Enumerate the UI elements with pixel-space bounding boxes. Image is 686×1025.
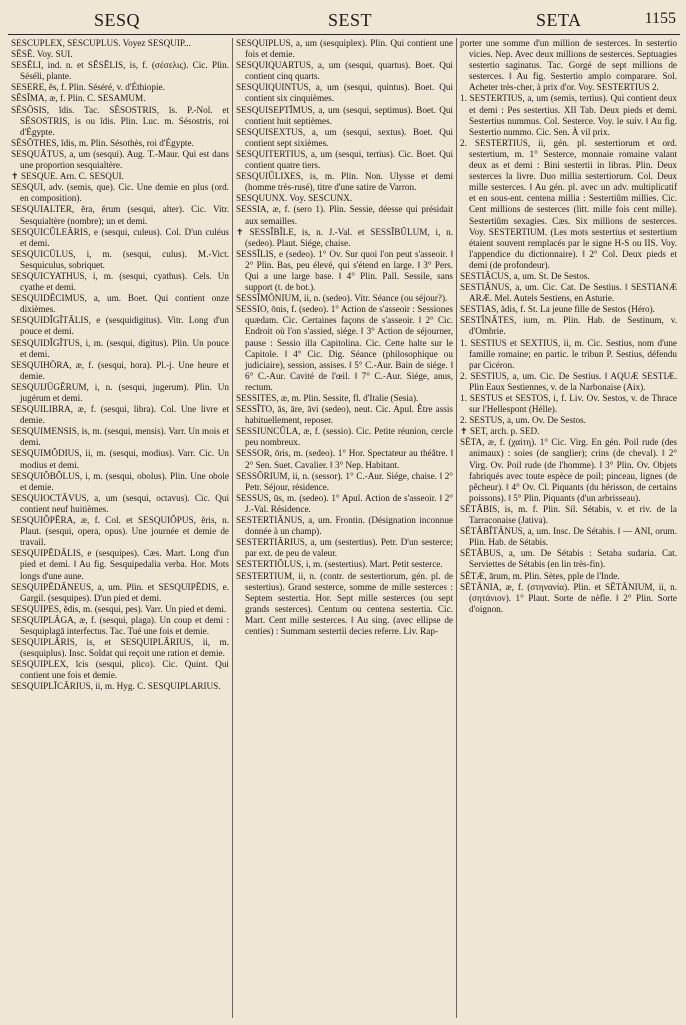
dictionary-entry: SESQUUNX. Voy. SESCUNX. bbox=[236, 193, 353, 204]
dictionary-entry: SESĔLI, ind. n. et SĔSĔLIS, is, f. (σέσελις). Cic. Plin. Séséli, plante. bbox=[11, 60, 229, 82]
page-header bbox=[8, 6, 680, 35]
dictionary-entry: SESQUIŎPĔRA, æ, f. Col. et SESQUIŎPUS, ĕris, n. Plaut. (sesqui, opera, opus). Une journée et demie de travail. bbox=[11, 515, 229, 548]
dictionary-entry: SESTERTIĀRIUS, a, um (sestertius). Petr. D'un sesterce; par ext. de peu de valeur. bbox=[236, 537, 453, 559]
dictionary-entry: SESQUIPLĬCĀRIUS, ii, m. Hyg. C. SESQUIPLARIUS. bbox=[11, 681, 221, 692]
dictionary-entry: SESSUS, ūs, m. (sedeo). 1° Apul. Action de s'asseoir. ‖ 2° J.-Val. Résidence. bbox=[236, 492, 453, 514]
dictionary-entry: SESQUIQUARTUS, a, um (sesqui, quartus). Boet. Qui contient cinq quarts. bbox=[236, 60, 453, 82]
right-headword: SETA bbox=[536, 10, 582, 30]
dictionary-entry: SESCUPLEX, SESCUPLUS. Voyez SESQUIP... bbox=[11, 38, 191, 48]
dictionary-entry: SESQUIMŎDIUS, ii, m. (sesqui, modius). Varr. Cic. Un modius et demi. bbox=[11, 448, 229, 470]
dictionary-entry: SESQUICŪLUS, i, m. (sesqui, culus). M.-Vict. Sesquiculus, sobriquet. bbox=[11, 248, 229, 270]
dictionary-entry: SESQUIPLĀGA, æ, f. (sesqui, plaga). Un coup et demi : Sesquiplagā interfectus. Tac. Tué une fois et demie. bbox=[11, 614, 229, 636]
dictionary-entry: SESTERTIŎLUS, i, m. (sestertius). Mart. Petit sesterce. bbox=[236, 559, 443, 570]
dictionary-entry: SESSŌRIUM, ii, n. (sessor). 1° C.-Aur. Siége, chaise. ‖ 2° Petr. Séjour, résidence. bbox=[236, 470, 453, 492]
dictionary-entry: 2. SESTUS, a, um. Ov. De Sestos. bbox=[460, 415, 586, 426]
dictionary-entry: SESTIĀCUS, a, um. St. De Sestos. bbox=[460, 270, 590, 281]
dictionary-entry: SESQUITERTIUS, a, um (sesqui, tertius). Cic. Boet. Qui contient quatre tiers. bbox=[236, 148, 453, 171]
dictionary-entry: ✝ SESSĬBĬLE, is, n. J.-Val. et SESSĬBŬLUM, i, n. (sedeo). Plaut. Siége, chaise. bbox=[236, 226, 453, 248]
left-headword: SESQ bbox=[94, 10, 141, 30]
dictionary-entry: SESQUIPĔDĀLIS, e (sesquipes). Cæs. Mart. Long d'un pied et demi. ‖ Au fig. Sesquipedalia verba. Hor. Mots longs d'une aune. bbox=[11, 548, 229, 581]
dictionary-entry: SESQUIQUINTUS, a, um (sesqui, quintus). Boet. Qui contient six cinquièmes. bbox=[236, 82, 453, 104]
dictionary-entry: SESQUISEXTUS, a, um (sesqui, sextus). Boet. Qui contient sept sixièmes. bbox=[236, 126, 453, 148]
dictionary-entry: SĒSŌTHES, ĭdis, m. Plin. Sésothès, roi d'Égypte. bbox=[11, 137, 194, 148]
dictionary-entry: SESQUIDĬGĬTĀLIS, e (sesquidigitus). Vitr. Long d'un pouce et demi. bbox=[11, 315, 229, 337]
dictionary-entry: 1. SESTUS et SESTOS, i, f. Liv. Ov. Sestos, v. de Thrace sur l'Hellespont (Hélle). bbox=[460, 393, 677, 415]
dictionary-entry: SESQUI, adv. (semis, que). Cic. Une demie en plus (ord. en composition). bbox=[11, 182, 229, 204]
dictionary-entry: SESQUIPĔDĀNEUS, a, um. Plin. et SESQUIPĔDIS, e. Gargil. (sesquipes). D'un pied et demi. bbox=[11, 581, 229, 603]
dictionary-entry: SESQUICYATHUS, i, m. (sesqui, cyathus). Cels. Un cyathe et demi. bbox=[11, 270, 229, 293]
dictionary-entry: SESQUIŬLIXES, is, m. Plin. Non. Ulysse et demi (homme très-rusé), titre d'une satire de Varron. bbox=[236, 171, 453, 193]
dictionary-entry: SESTĪNĀTES, ium, m. Plin. Hab. de Sestinum, v. d'Ombrie. bbox=[460, 315, 677, 337]
dictionary-entry: SESQUIALTER, ĕra, ĕrum (sesqui, alter). Cic. Vitr. Sesquialtère (nombre); un et demi. bbox=[11, 204, 229, 226]
dictionary-entry: SĒTĀNIA, æ, f. (στηνανία). Plin. et SĒTĀNIUM, ii, n. (σητάνιον). 1° Plaut. Sorte de nèfle. ‖ 2° Plin. Sorte d'oignon. bbox=[460, 581, 677, 614]
dictionary-entry: SESQUICŬLEĀRIS, e (sesqui, culeus). Col. D'un culéus et demi. bbox=[11, 226, 229, 248]
dictionary-entry: SESTIAS, ădis, f. St. La jeune fille de Sestos (Héro). bbox=[460, 304, 655, 315]
dictionary-entry: SESSOR, ōris, m. (sedeo). 1° Hor. Spectateur au théâtre. ‖ 2° Sen. Suet. Cavalier. ‖ 3° Nep. Habitant. bbox=[236, 448, 453, 470]
dictionary-entry: SESERE, ĕs, f. Plin. Séséré, v. d'Éthiopie. bbox=[11, 82, 165, 93]
dictionary-entry: SESQUĀTUS, a, um (sesqui). Aug. T.-Maur. Qui est dans une proportion sesquialtère. bbox=[11, 148, 229, 171]
dictionary-entry: SĒTĂBUS, a, um. De Sétabis : Setaba sudaria. Cat. Serviettes de Sétabis (en lin très-fin). bbox=[460, 548, 677, 570]
dictionary-entry: SESQUIMENSIS, is, m. (sesqui, mensis). Varr. Un mois et demi. bbox=[11, 426, 229, 448]
dictionary-entry: SESSĬTO, ās, āre, āvi (sedeo), neut. Cic. Apul. Être assis habituellement, reposer. bbox=[236, 404, 453, 426]
dictionary-entry: SESQUILIBRA, æ, f. (sesqui, libra). Col. Une livre et demie. bbox=[11, 404, 229, 426]
dictionary-entry: ✝ SESQUE. Arn. C. SESQUI. bbox=[11, 171, 124, 182]
dictionary-entry: 1. SESTIUS et SEXTIUS, ii, m. Cic. Sestius, nom d'une famille romaine; en partic. le tribun P. Sestius, défendu par Cicéron. bbox=[460, 337, 677, 370]
dictionary-entry: SESSIO, ōnis, f. (sedeo). 1° Action de s'asseoir : Sessiones quædam. Cic. Certaines façons de s'asseoir. ‖ 2° Cic. Endroit où l'on s'assied, siége. ‖ 3° Action de séjourner, pause : Sessio illa Capitolina. Cic. Cette halte sur le Capitole. ‖ 4° Cic. Dig. Séance (philosophique ou judiciaire), session, assises. ‖ 5° C.-Aur. Bain de siége. ‖ 6° C.-Aur. Cavité de l'œil. ‖ 7° C.-Aur. Siége, anus, rectum. bbox=[236, 304, 453, 392]
dictionary-entry: SĒSĬMA, æ, f. Plin. C. SESAMUM. bbox=[11, 93, 146, 104]
dictionary-entry: ✝ SET, arch. p. SED. bbox=[460, 426, 540, 437]
dictionary-entry: SESQUIHŌRA, æ, f. (sesqui, hora). Pl.-j. Une heure et demie. bbox=[11, 359, 229, 381]
dictionary-entry: 2. SESTIUS, a, um. Cic. De Sestius. ‖ AQUÆ SESTIÆ. Plin Eaux Sestiennes, v. de la Narbonaise (Aix). bbox=[460, 370, 677, 392]
column-3 bbox=[456, 38, 680, 1018]
center-headword: SEST bbox=[328, 10, 373, 30]
dictionary-entry: porter une somme d'un million de sesterces. In sestertio vicies. Nep. Avec deux millions de sesterces. Septuagies sestertio saginatus. Tac. Gorgé de sept millions de sesterces. ‖ Au fig. Sestertio amplo comparare. Sol. Acheter très-cher, à prix d'or. Voy. SESTERTIUS 2. bbox=[460, 38, 677, 93]
dictionary-entry: SĒTÆ, ārum, m. Plin. Sètes, pple de l'Inde. bbox=[460, 570, 620, 581]
dictionary-entry: SESQUIOCTĀVUS, a, um (sesqui, octavus). Cic. Qui contient neuf huitièmes. bbox=[11, 492, 229, 514]
dictionary-entry: SESSIUNCŬLA, æ, f. (sessio). Cic. Petite réunion, cercle peu nombreux. bbox=[236, 426, 453, 448]
dictionary-entry: SESTIĀNUS, a, um. Cic. Cat. De Sestius. ‖ SESTIANÆ ARÆ. Mel. Autels Sestiens, en Asturie. bbox=[460, 282, 677, 304]
dictionary-entry: 2. SESTERTIUS, ii, gén. pl. sestertiorum et ord. sestertium, m. 1° Sesterce, monnaie romaine valant deux as et demi : Bini sestertii in libras. Plin. Deux sesterces la livre. Duo millia sestertiorum. Col. Deux mille sesterces. ‖ Au gén. pl. avec un adv. multiplicatif et en sous-ent. centena millia : Sestertiûm millies. Cic. Cent millions de sesterces (litt. mille fois cent mille). Sestertiûm sexagies. Cæs. Six millions de sesterces. Voy. SESTERTIUM. (Les mots sestertius et sestertium étaient souvent remplacés par le signe H-S ou IIS. Voy. l'appendice du dictionnaire). ‖ 2° Col. Deux pieds et demi (de profondeur). bbox=[460, 137, 677, 270]
dictionary-entry: SESQUIDĬGĬTUS, i, m. (sesqui, digitus). Plin. Un pouce et demi. bbox=[11, 337, 229, 359]
dictionary-page bbox=[8, 6, 680, 1018]
dictionary-entry: SĒTA, æ, f. (χαίτη). 1° Cic. Virg. En gén. Poil rude (des animaux) : soies (de sanglier); crins (de cheval). ‖ 2° Virg. Ov. Poil rude (de l'homme). ‖ 3° Plin. Ov. Objets fabriqués avec toute espèce de poil; pinceau, lignes (de pêcheur). ‖ 4° Ov. Cl. Piquants (du hérisson, de certains poissons). ‖ 5° Plin. Piquants (d'un arbrisseau). bbox=[460, 437, 677, 503]
dictionary-entry: SESQUISEPTĬMUS, a, um (sesqui, septimus). Boet. Qui contient huit septièmes. bbox=[236, 104, 453, 126]
dictionary-entry: SESQUIPLĀRIS, is, et SESQUIPLĀRIUS, ii, m. (sesquiplus). Insc. Soldat qui reçoit une ration et demie. bbox=[11, 637, 229, 659]
dictionary-entry: SESSĬLIS, e (sedeo). 1° Ov. Sur quoi l'on peut s'asseoir. ‖ 2° Plin. Bas, peu élevé, qui s'étend en large. ‖ 3° Pers. Qui a une large base. ‖ 4° Plin. Pall. Sessile, sans support (t. de bot.). bbox=[236, 248, 453, 293]
dictionary-entry: SĒSĔ. Voy. SUI. bbox=[11, 49, 73, 60]
dictionary-entry: SESQUIJŪGĔRUM, i, n. (sesqui, jugerum). Plin. Un jugérum et demi. bbox=[11, 381, 229, 403]
dictionary-entry: SESQUIDĔCIMUS, a, um. Boet. Qui contient onze dixièmes. bbox=[11, 293, 229, 315]
dictionary-entry: SESTERTIĀNUS, a, um. Frontin. (Désignation inconnue donnée à un champ). bbox=[236, 515, 453, 537]
columns bbox=[8, 38, 680, 1018]
dictionary-entry: SESQUIPLUS, a, um (sesquiplex). Plin. Qui contient une fois et demie. bbox=[236, 38, 453, 60]
column-2 bbox=[232, 38, 456, 1018]
dictionary-entry: SESTERTIUM, ii, n. (contr. de sestertiorum, gén. pl. de sestertius). Grand sesterce, somme de mille sesterces : Septem sestertia. Hor. Sept mille sesterces (ou sept grands sesterces). Centum ou centena sestertia. Cic. Mart. Cent mille sesterces. ‖ Au sing. (avec ellipse de centies) : Summam sestertii decies referre. Liv. Rap- bbox=[236, 570, 453, 636]
dictionary-entry: SESQUIPLEX, ĭcis (sesqui, plico). Cic. Quint. Qui contient une fois et demie. bbox=[11, 659, 229, 681]
dictionary-entry: SĒSŌSIS, ĭdis. Tac. SĒSOSTRIS, ĭs. P.-Nol. et SĒSOSTRIS, is ou ĭdis. Plin. Luc. m. Sésostris, roi d'Égypte. bbox=[11, 104, 229, 137]
dictionary-entry: SESSIA, æ, f. (sero 1). Plin. Sessie, déesse qui présidait aux semailles. bbox=[236, 204, 453, 226]
dictionary-entry: SESSITES, æ, m. Plin. Sessite, fl. d'Italie (Sesia). bbox=[236, 393, 419, 403]
dictionary-entry: 1. SESTERTIUS, a, um (semis, tertius). Qui contient deux et demi : Pes sestertius. XII Tab. Deux pieds et demi. Sestertius nummus. Col. Sesterce. Voy. le suiv. ‖ Au fig. Sestertio nummo. Cic. Sen. À vil prix. bbox=[460, 93, 677, 137]
dictionary-entry: SESQUIŎBŎLUS, i, m. (sesqui, obolus). Plin. Une obole et demie. bbox=[11, 470, 229, 492]
dictionary-entry: SĒTĂBIS, is, m. f. Plin. Sil. Sétabis, v. et riv. de la Tarraconaise (Jativa). bbox=[460, 503, 677, 526]
dictionary-entry: SESSĬMŌNIUM, ii, n. (sedeo). Vitr. Séance (ou séjour?). bbox=[236, 293, 448, 304]
dictionary-entry: SĒTĂBĬTĀNUS, a, um. Insc. De Sétabis. ‖ — ANI, orum. Plin. Hab. de Sétabis. bbox=[460, 526, 677, 548]
page-number: 1155 bbox=[644, 10, 676, 27]
column-1 bbox=[8, 38, 232, 1018]
dictionary-entry: SESQUIPES, ĕdis, m. (sesqui, pes). Varr. Un pied et demi. bbox=[11, 603, 227, 614]
